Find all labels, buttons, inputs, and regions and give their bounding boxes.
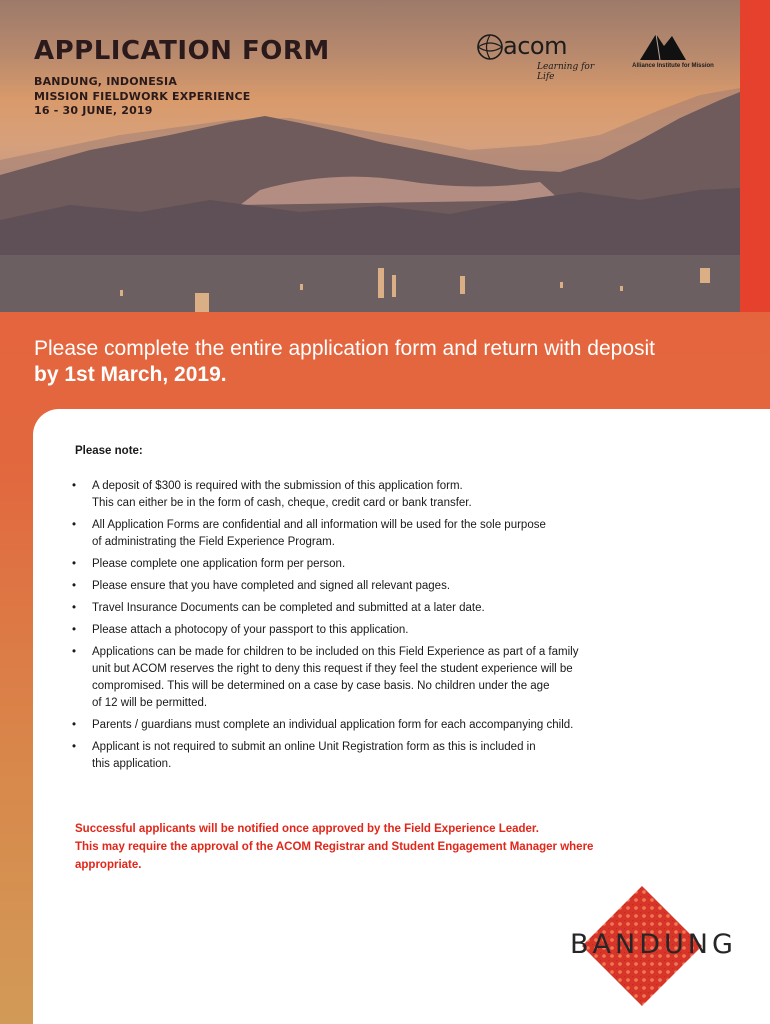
aim-name: Alliance Institute for Mission [632, 63, 714, 69]
note-text: Please attach a photocopy of your passport to this application. [92, 624, 409, 636]
list-item [62, 578, 702, 595]
bullet: • [72, 519, 77, 531]
globe-icon [473, 30, 507, 64]
bullet: • [72, 480, 77, 492]
list-item [62, 717, 702, 734]
bullet: • [72, 602, 77, 614]
note-text: All Application Forms are confidential and all information will be used for the sole purpose of administrating the Field Experience Program. [92, 519, 546, 548]
list-item [62, 644, 702, 712]
dates-label: 16 - 30 JUNE, 2019 [34, 104, 153, 117]
acom-logo [473, 30, 613, 82]
bullet: • [72, 624, 77, 636]
notes-list [62, 478, 702, 778]
banner-text: Please complete the entire application form and return with deposit [34, 337, 656, 360]
list-item [62, 478, 702, 512]
page-title: APPLICATION FORM [34, 36, 330, 66]
list-item [62, 517, 702, 551]
program-label: MISSION FIELDWORK EXPERIENCE [34, 90, 251, 103]
bullet: • [72, 741, 77, 753]
note-text: Please ensure that you have completed and signed all relevant pages. [92, 580, 451, 592]
notes-heading: Please note: [75, 445, 143, 457]
acom-tagline: Learning for Life [537, 62, 595, 82]
bullet: • [72, 646, 77, 658]
bandung-logo [560, 880, 750, 1010]
approval-footnote: Successful applicants will be notified once approved by the Field Experience Leader. This may require the approval of the ACOM Registrar and Student Engagement Manager where appropriate. [75, 823, 594, 871]
note-text: Applications can be made for children to be included on this Field Experience as part of a family unit but ACOM reserves the right to deny this request if they feel the student experience will be compromised. This will be determined on a case by case basis. No children under the age of 12 will be permitted. [92, 646, 579, 709]
list-item [62, 556, 702, 573]
header-photo-bandung-landscape [0, 0, 740, 312]
location-label: BANDUNG, INDONESIA [34, 75, 178, 88]
note-text: A deposit of $300 is required with the submission of this application form. This can either be in the form of cash, cheque, credit card or bank transfer. [92, 480, 472, 509]
note-text: Parents / guardians must complete an individual application form for each accompanying child. [92, 719, 574, 731]
red-side-strip [740, 0, 770, 312]
note-text: Applicant is not required to submit an online Unit Registration form as this is included in this application. [92, 741, 536, 770]
mountain-peak-icon [638, 30, 688, 62]
list-item [62, 600, 702, 617]
acom-wordmark: acom [503, 32, 567, 60]
list-item [62, 622, 702, 639]
bullet: • [72, 719, 77, 731]
note-text: Travel Insurance Documents can be completed and submitted at a later date. [92, 602, 485, 614]
deadline-banner [34, 336, 674, 388]
bullet: • [72, 580, 77, 592]
bandung-wordmark: BANDUNG [570, 929, 737, 960]
bullet: • [72, 558, 77, 570]
banner-deadline: by 1st March, 2019. [34, 363, 227, 386]
list-item [62, 739, 702, 773]
aim-logo [618, 28, 728, 76]
note-text: Please complete one application form per person. [92, 558, 346, 570]
